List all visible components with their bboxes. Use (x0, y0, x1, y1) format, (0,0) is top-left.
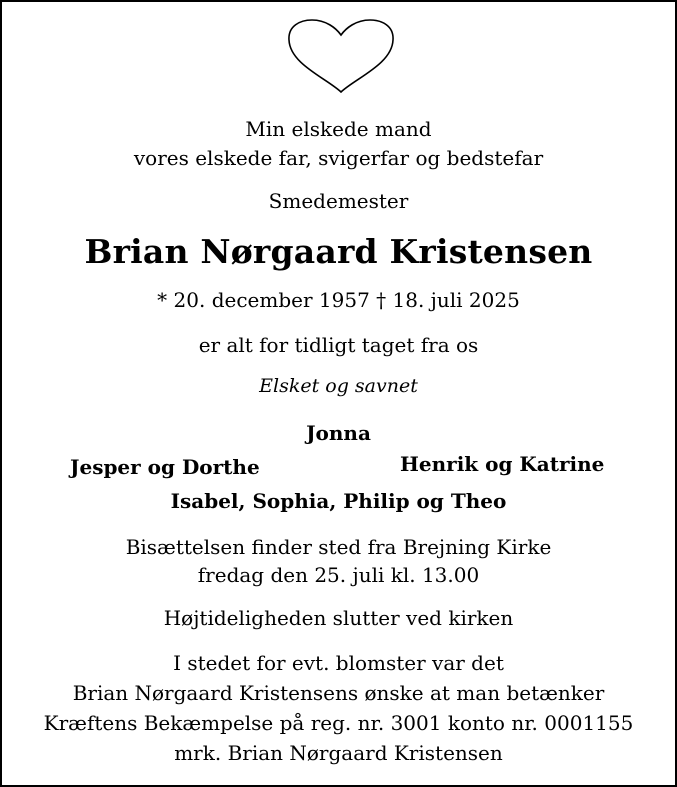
taken-line: er alt for tidligt taget fra os (198, 333, 479, 357)
child-family-left: Jesper og Dorthe (70, 455, 260, 479)
life-dates (2, 290, 675, 310)
donation-line-4: mrk. Brian Nørgaard Kristensen (174, 741, 503, 765)
spouse-name: Jonna (306, 421, 371, 445)
funeral-line-1: Bisættelsen finder sted fra Brejning Kirke (125, 535, 552, 559)
intro-line-1: Min elskede mand (245, 117, 432, 141)
donation-line-3: Kræftens Bekæmpelse på reg. nr. 3001 konto nr. 0001155 (43, 711, 634, 735)
child-family-right: Henrik og Katrine (400, 452, 605, 476)
donation-line-2: Brian Nørgaard Kristensens ønske at man betænker (72, 681, 605, 705)
heart-icon (286, 18, 396, 94)
ceremony-end-line: Højtideligheden slutter ved kirken (163, 606, 514, 630)
death-symbol: † (376, 288, 387, 312)
occupation-title: Smedemester (268, 189, 409, 213)
intro-line-2: vores elskede far, svigerfar og bedstefar (133, 146, 544, 170)
birth-date: 20. december 1957 (173, 288, 370, 312)
death-date: 18. juli 2025 (392, 288, 520, 312)
loved-line: Elsket og savnet (259, 375, 418, 397)
deceased-name: Brian Nørgaard Kristensen (84, 232, 593, 271)
donation-line-1: I stedet for evt. blomster var det (173, 651, 504, 675)
birth-symbol: * (157, 288, 168, 312)
grandchildren-names: Isabel, Sophia, Philip og Theo (170, 489, 507, 513)
funeral-line-2: fredag den 25. juli kl. 13.00 (197, 563, 480, 587)
